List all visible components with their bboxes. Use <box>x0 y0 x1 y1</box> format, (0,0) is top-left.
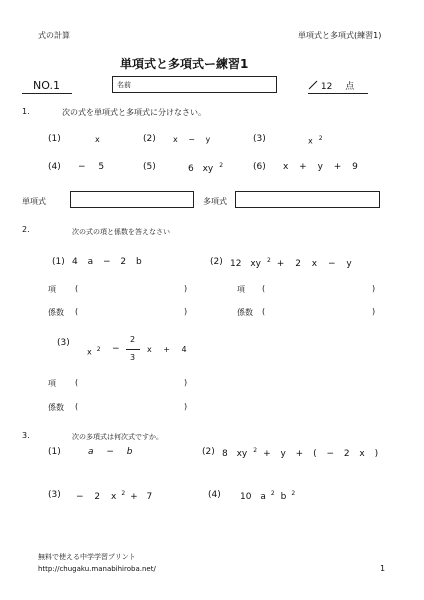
q2-problem-2-expr: 12 xy $^2$ + 2 x − y <box>230 257 352 269</box>
q1-item-5-label: (5) <box>143 162 156 172</box>
page-title: 単項式と多項式ー練習1 <box>120 57 249 71</box>
q2-p1-coef-open: ( <box>75 307 79 316</box>
slash-icon <box>308 80 318 90</box>
q1-item-6-label: (6) <box>253 162 266 172</box>
q2-p1-term-open: ( <box>75 284 79 293</box>
q1-item-4-label: (4) <box>48 162 61 172</box>
worksheet-number: NO.1 <box>33 79 60 92</box>
q3-problem-1-expr: a − b <box>88 447 133 457</box>
score-underline <box>308 93 368 94</box>
q1-item-3-expr: x $^2$ <box>308 135 323 146</box>
footer-url[interactable]: http://chugaku.manabihiroba.net/ <box>38 565 156 573</box>
q2-p3-term-open: ( <box>75 378 79 387</box>
monomial-label: 単項式 <box>22 197 46 206</box>
q2-problem-2-label: (2) <box>210 257 223 267</box>
q1-number: 1. <box>22 107 30 116</box>
q3-problem-3-label: (3) <box>48 490 61 500</box>
q2-problem-3-rest: x + 4 <box>147 345 187 354</box>
monomial-answer-box[interactable] <box>70 191 194 208</box>
q2-p2-coef-close: ) <box>372 307 376 316</box>
score-unit: 点 <box>345 82 355 92</box>
q1-item-2-expr: x − y <box>173 135 211 144</box>
q3-instruction: 次の多項式は何次式ですか。 <box>72 433 163 441</box>
fraction-bar <box>126 349 140 350</box>
polynomial-label: 多項式 <box>203 197 227 206</box>
q1-item-3-label: (3) <box>253 134 266 144</box>
q1-item-2-label: (2) <box>143 134 156 144</box>
q2-instruction: 次の式の項と係数を答えなさい <box>72 228 170 236</box>
q3-problem-4-expr: 10 a $^2$ b $^2$ <box>240 490 296 502</box>
q1-item-1-label: (1) <box>48 134 61 144</box>
header-worksheet-title: 単項式と多項式(練習1) <box>298 31 382 40</box>
score-total: 12 <box>320 82 333 92</box>
q2-p3-term-close: ) <box>184 378 188 387</box>
polynomial-answer-box[interactable] <box>235 191 380 208</box>
q2-problem-3-x: x $^2$ <box>87 346 101 357</box>
footer-site-name: 無料で使える中学学習プリント <box>38 553 136 561</box>
q2-p3-coef-label: 係数 <box>48 403 64 412</box>
fraction-denominator: 3 <box>130 353 136 362</box>
q3-problem-3-expr: − 2 x $^2$ + 7 <box>76 490 153 502</box>
q2-p2-coef-open: ( <box>262 307 266 316</box>
q2-p2-term-open: ( <box>262 284 266 293</box>
q2-problem-1-label: (1) <box>52 257 65 267</box>
q2-p2-term-close: ) <box>372 284 376 293</box>
q3-problem-2-expr: 8 xy $^2$ + y + ( − 2 x ) <box>222 447 379 459</box>
name-label: 名前 <box>117 81 131 89</box>
q2-p2-term-label: 項 <box>237 285 245 294</box>
q2-p1-coef-label: 係数 <box>48 308 64 317</box>
q3-problem-1-label: (1) <box>48 447 61 457</box>
q1-item-5-expr: 6 xy $^2$ <box>188 162 224 174</box>
q2-p3-coef-open: ( <box>75 402 79 411</box>
q1-item-4-expr: − 5 <box>78 162 105 172</box>
number-underline <box>22 93 72 94</box>
q1-item-1-expr: x <box>95 135 100 144</box>
q2-problem-3-minus: − <box>112 344 120 354</box>
q3-problem-4-label: (4) <box>208 490 221 500</box>
q1-instruction: 次の式を単項式と多項式に分けなさい。 <box>62 108 206 117</box>
q2-number: 2. <box>22 225 30 234</box>
page-number: 1 <box>380 564 386 573</box>
q1-item-6-expr: x + y + 9 <box>283 162 358 172</box>
q2-p3-coef-close: ) <box>184 402 188 411</box>
name-field[interactable] <box>112 76 277 93</box>
q2-p2-coef-label: 係数 <box>237 308 253 317</box>
q3-problem-2-label: (2) <box>202 447 215 457</box>
q2-problem-3-label: (3) <box>57 338 70 348</box>
score-area <box>308 79 354 92</box>
fraction-numerator: 2 <box>130 335 136 344</box>
q3-number: 3. <box>22 431 30 440</box>
q2-problem-1-expr: 4 a − 2 b <box>72 257 142 267</box>
header-subject: 式の計算 <box>38 31 70 40</box>
q2-p3-term-label: 項 <box>48 379 56 388</box>
q2-p1-term-label: 項 <box>48 285 56 294</box>
q2-p1-coef-close: ) <box>184 307 188 316</box>
q2-p1-term-close: ) <box>184 284 188 293</box>
